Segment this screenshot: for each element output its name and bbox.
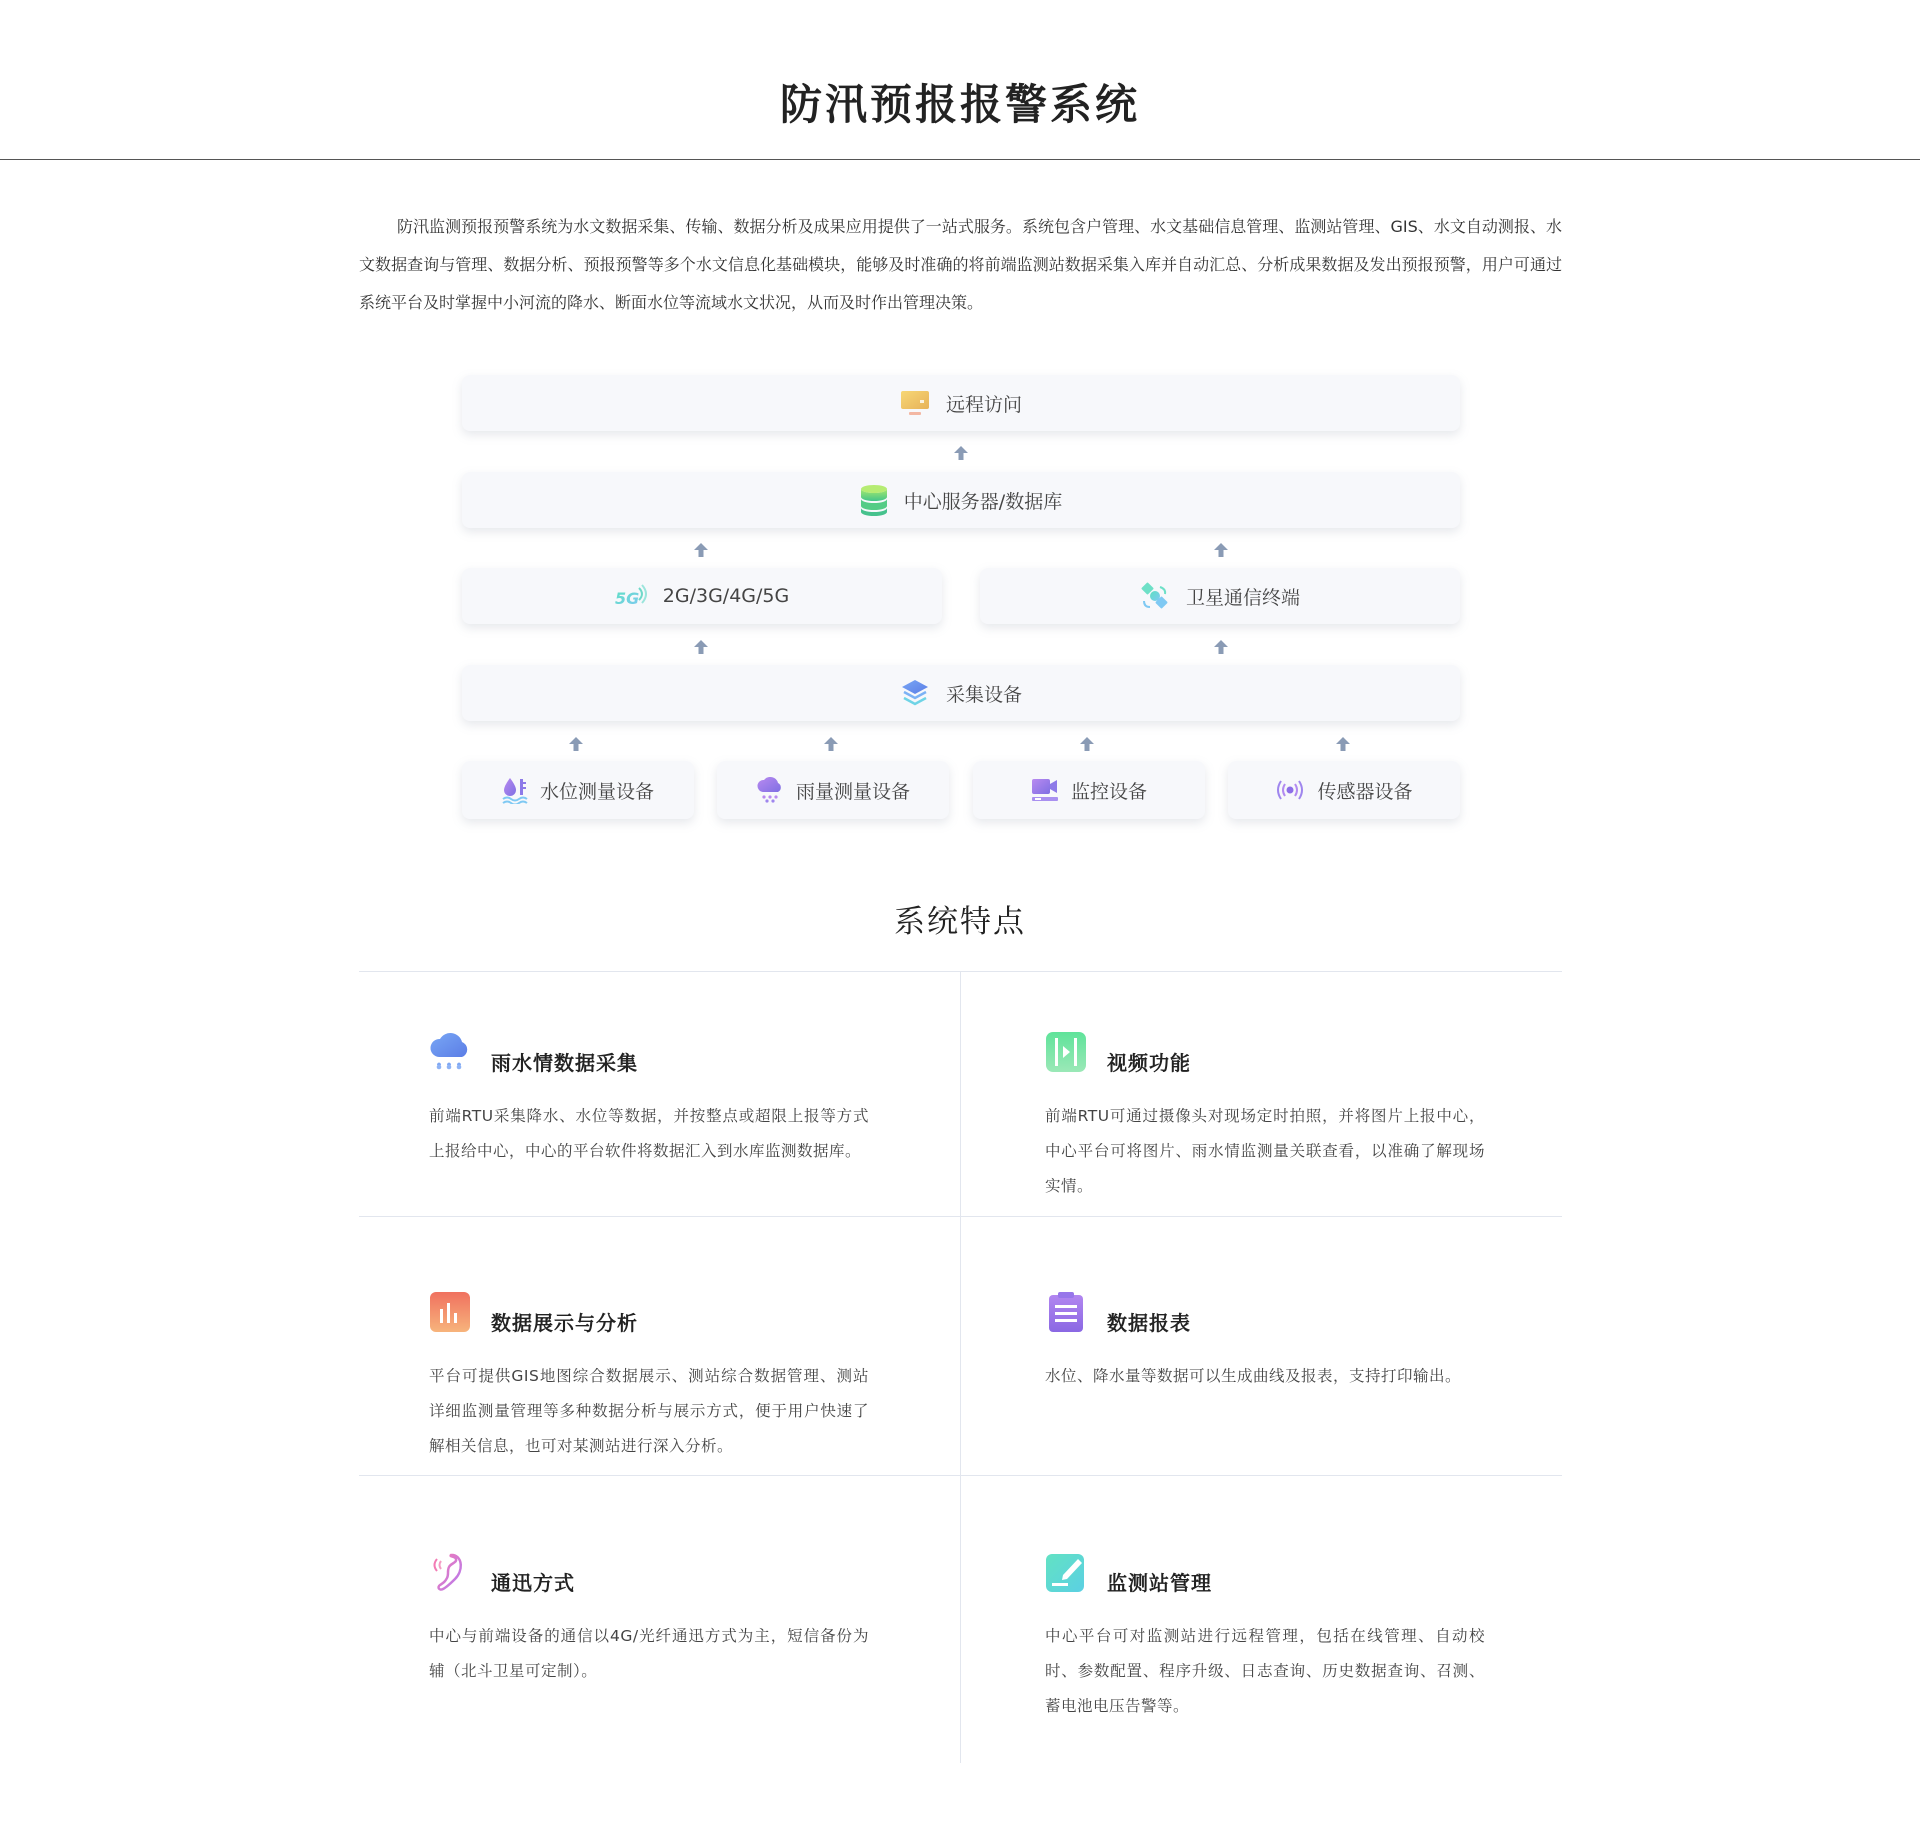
up-arrow-icon	[823, 736, 839, 752]
camera-icon	[1031, 777, 1059, 803]
svg-text:5G: 5G	[614, 589, 640, 608]
collector-box	[462, 665, 1460, 721]
feature-communication	[429, 1551, 869, 1689]
features-grid	[359, 971, 1562, 1763]
rain-device-box	[717, 761, 949, 819]
architecture-diagram	[462, 375, 1460, 825]
feature-title: 通迅方式	[491, 1570, 575, 1595]
up-arrow-icon	[1213, 639, 1229, 655]
feature-description: 前端RTU可通过摄像头对现场定时拍照，并将图片上报中心，中心平台可将图片、雨水情监测量关联查看，以准确了解现场实情。	[1045, 1107, 1485, 1195]
monitor-icon	[900, 390, 930, 416]
up-arrow-icon	[693, 542, 709, 558]
central-server-label: 中心服务器/数据库	[903, 490, 1063, 513]
collector-label: 采集设备	[945, 683, 1022, 706]
satellite-box	[980, 568, 1460, 624]
feature-description: 前端RTU采集降水、水位等数据，并按整点或超限上报等方式上报给中心，中心的平台软件将数据汇入到水库监测数据库。	[429, 1107, 869, 1160]
water-level-device-label: 水位测量设备	[539, 780, 654, 803]
satellite-label: 卫星通信终端	[1185, 586, 1300, 609]
feature-station-management	[1045, 1551, 1485, 1724]
clipboard-icon	[1045, 1291, 1087, 1337]
feature-description: 中心平台可对监测站进行远程管理，包括在线管理、自动校时、参数配置、程序升级、日志查询、历史数据查询、召测、蓄电池电压告警等。	[1045, 1627, 1485, 1715]
up-arrow-icon	[1213, 542, 1229, 558]
feature-data-report	[1045, 1291, 1485, 1394]
up-arrow-icon	[568, 736, 584, 752]
database-icon	[860, 484, 888, 516]
feature-title: 数据展示与分析	[491, 1310, 638, 1335]
water-level-icon	[502, 776, 528, 804]
rain-device-label: 雨量测量设备	[795, 780, 910, 803]
rain-cloud-icon	[429, 1031, 471, 1077]
remote-access-box	[462, 375, 1460, 431]
monitor-device-label: 监控设备	[1070, 780, 1147, 803]
layers-icon	[900, 678, 930, 708]
central-server-box	[462, 472, 1460, 528]
up-arrow-icon	[953, 445, 969, 461]
phone-icon	[429, 1551, 471, 1597]
feature-description: 水位、降水量等数据可以生成曲线及报表，支持打印输出。	[1045, 1367, 1462, 1385]
title-divider	[0, 159, 1920, 160]
up-arrow-icon	[1335, 736, 1351, 752]
features-section-title: 系统特点	[894, 904, 1026, 940]
monitor-device-box	[973, 761, 1205, 819]
edit-icon	[1045, 1551, 1087, 1597]
5g-icon	[615, 584, 647, 608]
network-label: 2G/3G/4G/5G	[662, 585, 790, 607]
sensor-device-label: 传感器设备	[1317, 780, 1413, 803]
up-arrow-icon	[1079, 736, 1095, 752]
feature-rain-data-collection	[429, 1031, 869, 1169]
feature-video	[1045, 1031, 1485, 1204]
feature-title: 监测站管理	[1107, 1570, 1212, 1595]
up-arrow-icon	[693, 639, 709, 655]
feature-description: 平台可提供GIS地图综合数据展示、测站综合数据管理、测站详细监测量管理等多种数据分析与展示方式，便于用户快速了解相关信息，也可对某测站进行深入分析。	[429, 1367, 869, 1455]
network-box	[462, 568, 942, 624]
sensor-device-box	[1228, 761, 1460, 819]
bar-chart-icon	[429, 1291, 471, 1337]
page-title: 防汛预报报警系统	[779, 80, 1140, 129]
feature-title: 雨水情数据采集	[491, 1050, 638, 1075]
video-icon	[1045, 1031, 1087, 1077]
water-level-device-box	[462, 761, 694, 819]
remote-access-label: 远程访问	[945, 393, 1022, 416]
grid-divider-vertical	[960, 971, 961, 1763]
intro-paragraph: 防汛监测预报预警系统为水文数据采集、传输、数据分析及成果应用提供了一站式服务。系统包含户管理、水文基础信息管理、监测站管理、GIS、水文自动测报、水文数据查询与管理、数据分析、预报预警等多个水文信息化基础模块，能够及时准确的将前端监测站数据采集入库并自动汇总、分析成果数据及发出预报预警，用户可通过系统平台及时掌握中小河流的降水、断面水位等流域水文状况，从而及时作出管理决策。	[359, 217, 1562, 312]
sensor-icon	[1275, 779, 1305, 801]
feature-title: 视频功能	[1107, 1050, 1191, 1075]
rain-cloud-icon	[756, 777, 784, 803]
satellite-icon	[1140, 581, 1170, 611]
feature-data-display-analysis	[429, 1291, 869, 1464]
feature-title: 数据报表	[1107, 1310, 1191, 1335]
feature-description: 中心与前端设备的通信以4G/光纤通迅方式为主，短信备份为辅（北斗卫星可定制）。	[429, 1627, 869, 1680]
